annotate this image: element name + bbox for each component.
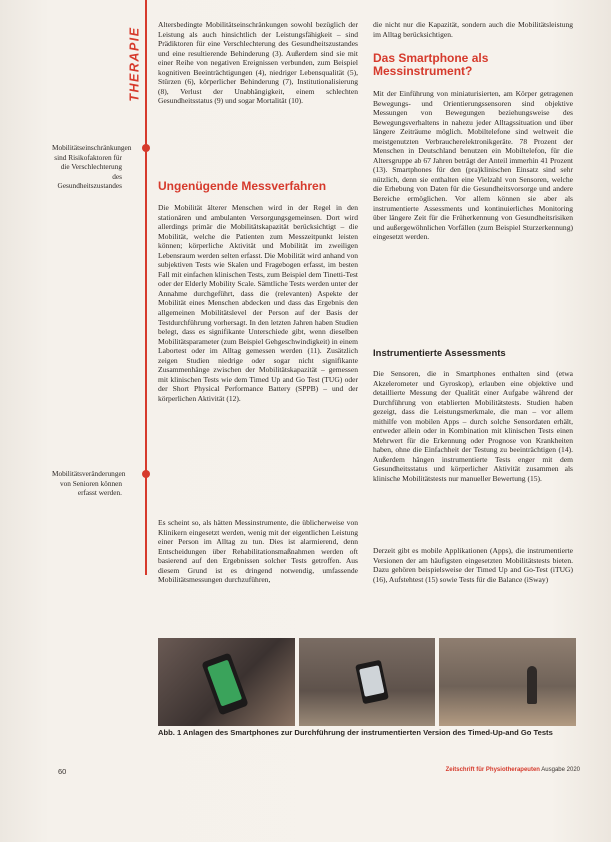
figure-caption: Abb. 1 Anlagen des Smartphones zur Durchführung der instrumentierten Version des Timed-Up-and Go Tests bbox=[158, 728, 553, 737]
margin-bullet bbox=[142, 470, 150, 478]
margin-note-mobility: Mobilitätsveränderungen von Senioren können erfasst werden. bbox=[52, 469, 126, 498]
journal-title: Zeitschrift für Physiotherapeuten bbox=[445, 767, 540, 773]
person-figure bbox=[527, 666, 537, 704]
left-column bbox=[158, 20, 358, 106]
body-paragraph: die nicht nur die Kapazität, sondern auch die Mobilitätsleistung im Alltag berücksichtigen. bbox=[373, 20, 573, 39]
heading-ungenuegende-messverfahren: Ungenügende Messverfahren bbox=[158, 179, 327, 193]
column-rule bbox=[145, 0, 147, 575]
right-body-3 bbox=[373, 546, 573, 584]
intro-paragraph: Altersbedingte Mobilitätseinschränkungen sowohl bezüglich der Leistung als auch hinsichtlich der Leistungsfähigkeit – sind Prädiktoren für eine Verschlechterung des Gesundheitszustandes und eine resultierende Behinderung (3). Außerdem sind sie mit einer Reihe von negativen Ereignissen verbunden, zum Beispiel kognitiven Beeinträchtigungen (4), niedriger Lebensqualität (5), Stürzen (6), körperlicher Behinderung (7), Institutionalisierung (8), Verlust der Unabhängigkeit, einem schlechten Gesundheitsstatus (9) und sogar Mortalität (10). bbox=[158, 20, 358, 106]
heading-smartphone-messinstrument: Das Smartphone als Messinstrument? bbox=[373, 51, 489, 78]
margin-bullet bbox=[142, 144, 150, 152]
figure-photos bbox=[158, 638, 576, 726]
left-body-1 bbox=[158, 203, 358, 403]
body-paragraph: Die Mobilität älterer Menschen wird in der Regel in den stationären und ambulanten Versorgungsgemeinsen. Dort wird allerdings primär die Mobilitätskapazität berücksichtigt – die Mobilität, welche die Patienten zum Messzeitpunkt leisten können; körperliche Aktivität und Mobilität im zweiligen Lebensraum werden selten erfasst. Die Mobilität wird anhand von subjektiven Tests wie Skalen und Fragebogen erfasst, im besten Fall mit einfachen klinischen Tests, zum Beispiel dem Tinetti-Test oder der Elderly Mobility Scale. Sämtliche Tests werden unter der Annahme durchgeführt, dass die (relevanten) Aspekte der Mobilität eines Menschen abdecken und dass das Ergebnis den allgemeinen Mobilitätslevel der Person auf der Basis der Testdurchführung vorhersagt. In den letzten Jahren haben Studien belegt, dass es signifikante Unterschiede gibt, wenn dieselben Mobilitätsparameter (zum Beispiel Gehgeschwindigkeit) in einem Labortest oder im Alltag gemessen werden (11). Zusätzlich zeigen Studien niedrige oder sogar nicht signifikante Zusammenhänge zwischen der Mobilitätskapazität – gemessen mit klinischen Tests wie dem Timed Up and Go Test (TUG) oder der Short Physical Performance Battery (SPPB) – und der körperlichen Aktivität (12). bbox=[158, 203, 358, 403]
journal-issue: Ausgabe 2020 bbox=[541, 767, 580, 773]
body-paragraph: Derzeit gibt es mobile Applikationen (Apps), die instrumentierte Versionen der am häufigsten eingesetzten Mobilitätstests bieten. Dazu gehören beispielsweise der Timed Up and Go-Test (iTUG) (16), Aufstehtest (15) sowie Tests für die Balance (iSway) bbox=[373, 546, 573, 584]
photo-smartphone-worn bbox=[299, 638, 436, 726]
right-heading-block bbox=[373, 52, 573, 78]
right-body-1 bbox=[373, 89, 573, 242]
section-label: THERAPIE bbox=[128, 26, 143, 102]
smartphone-icon bbox=[201, 653, 248, 716]
subheading-instrumentierte-assessments: Instrumentierte Assessments bbox=[373, 348, 506, 359]
photo-smartphone-hand bbox=[158, 638, 295, 726]
body-paragraph: Es scheint so, als hätten Messinstrumente, die üblicherweise von Klinikern eingesetzt werden, wenig mit der eigentlichen Leistung einer Person im Alltag zu tun. Dies ist alarmierend, denn Entscheidungen über Rehabilitationsmaßnahmen werden oft basierend auf den Ergebnissen solcher Tests getroffen. Aus diesem Grund ist es dringend notwendig, umfassende Mobilitätsmessungen durchzuführen, bbox=[158, 518, 358, 585]
page-number: 60 bbox=[58, 767, 67, 776]
photo-walking-test bbox=[439, 638, 576, 726]
left-body-2 bbox=[158, 518, 358, 585]
right-column bbox=[373, 20, 573, 39]
body-paragraph: Mit der Einführung von miniaturisierten, am Körper getragenen Bewegungs- und Orientierungssensoren sind objektive Messungen von Bewegungen beziehungsweise des Bewegungsverhaltens in nahezu jeder Alltagssituation und über längere Zeiträume möglich. Mobiltelefone sind weltweit die meistgenutzten Verbraucherelektronikgeräte. 78 Prozent der Menschen in Deutschland benutzen ein Mobiltelefon, für die Altersgruppe ab 67 Jahren beträgt der Anteil immerhin 41 Prozent (13). Smartphones für den (pra)klinischen Einsatz sind sehr nützlich, denn sie enthalten eine Vielzahl von Sensoren, welche die Erhebung von Daten für die Gesundheitsvorsorge und andere Bereiche ermöglichen. Vor allem können sie aber als instrumentierte Assessments und kontinuierliches Monitoring über längere Zeit für die Früherkennung von Gesundheitsrisiken und außergewöhnlichen Vorfällen (zum Beispiel Sturzerkennung) eingesetzt werden. bbox=[373, 89, 573, 242]
journal-footer bbox=[440, 767, 580, 773]
right-subheading-block bbox=[373, 348, 573, 359]
smartphone-icon bbox=[355, 660, 389, 705]
left-heading-block bbox=[158, 180, 358, 193]
margin-note-risk: Mobilitätseinschränkungen sind Risikofaktoren für die Verschlechterung des Gesundheitszustandes bbox=[52, 143, 132, 191]
body-paragraph: Die Sensoren, die in Smartphones enthalten sind (etwa Akzelerometer und Gyroskop), erlauben eine objektive und detaillierte Messung der Qualität einer Aufgabe während der Durchführung von etablierten Mobilitätstests. Studien haben gezeigt, dass die Leistungsmerkmale, die man – vor allem mithilfe von mobilen Apps – durch solche Sensordaten erhält, entweder allein oder in Kombination mit klinischen Tests einen Mehrwert für die Erkennung oder Prognose von Krankheiten haben, ohne die Einfachheit der Testung zu beeinträchtigen (14). Außerdem hängen instrumentierte Tests enger mit dem Gesundheitsstatus und körperlicher Aktivität zusammen als klinische Mobilitätstests nur manueller Bewertung (15). bbox=[373, 369, 573, 484]
right-body-2 bbox=[373, 369, 573, 484]
